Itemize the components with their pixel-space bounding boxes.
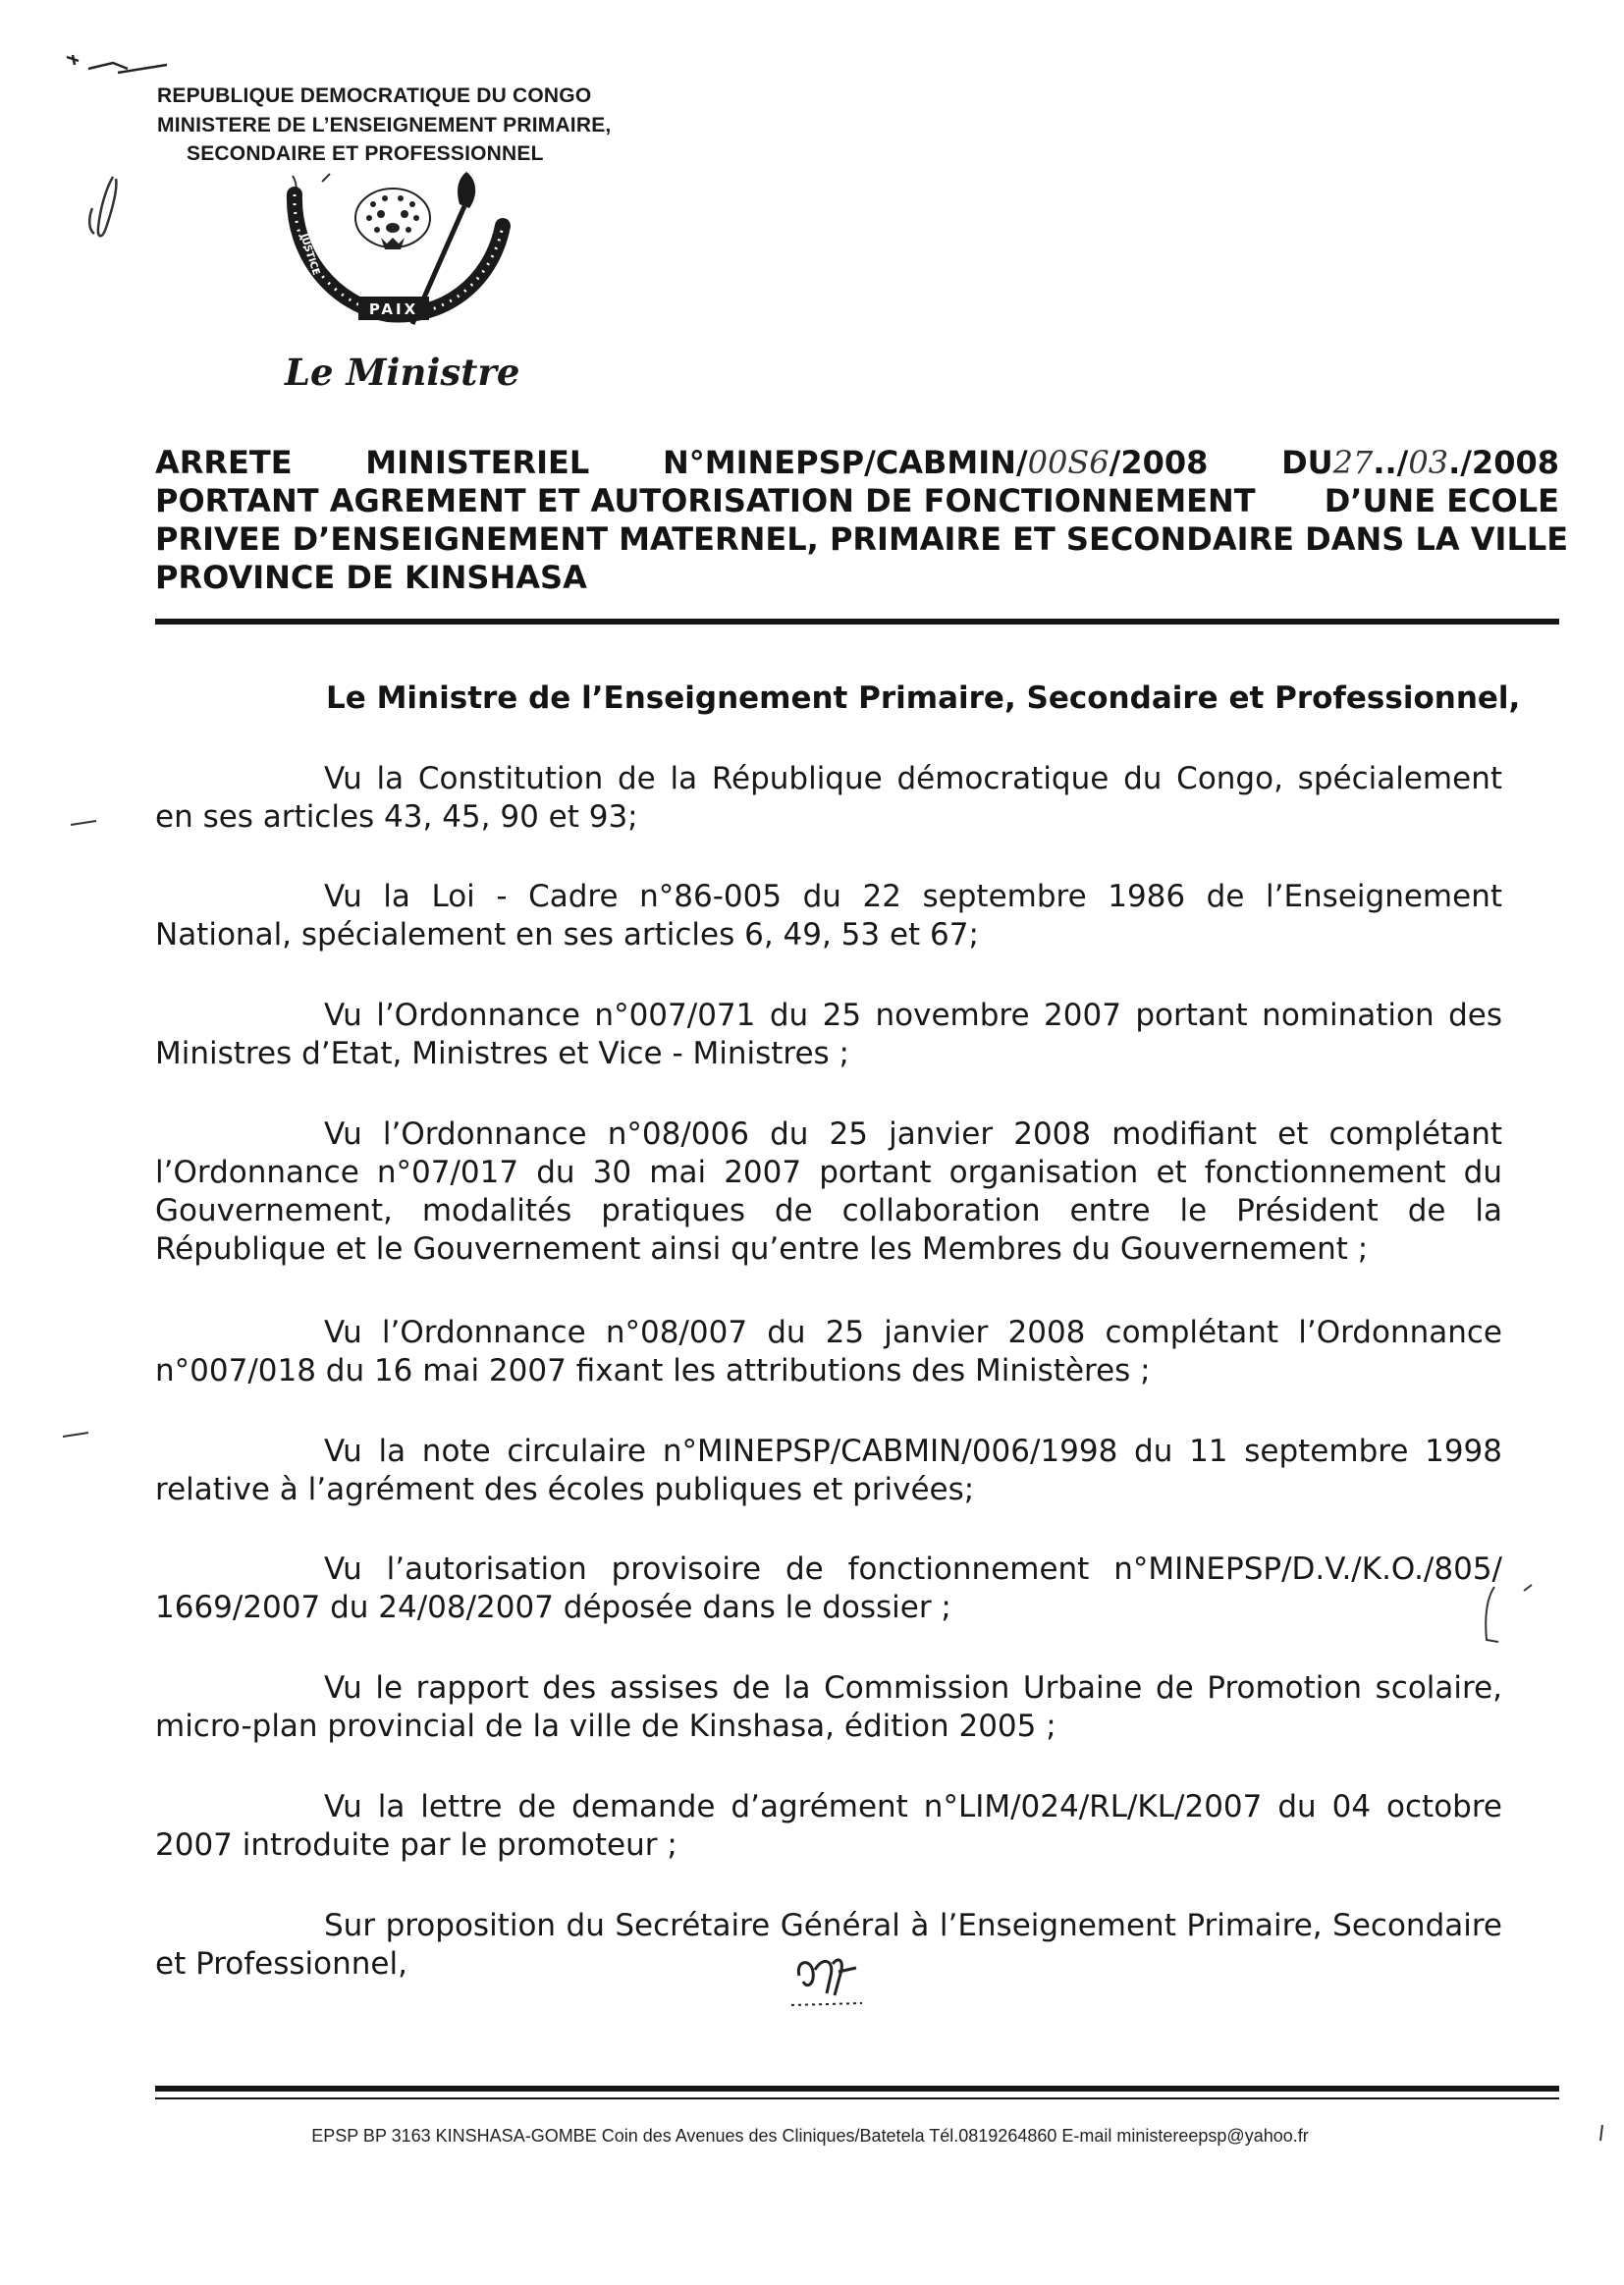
header-ministry-cont: SECONDAIRE ET PROFESSIONNEL (187, 142, 544, 165)
handwritten-signature-icon (785, 1946, 874, 2020)
header-ministry: MINISTERE DE L’ENSEIGNEMENT PRIMAIRE, (157, 114, 612, 136)
title-line-2: PORTANT AGREMENT ET AUTORISATION DE FONCTIONNEMENT D’UNE ECOLE (155, 482, 1559, 519)
margin-tick-icon (59, 1429, 98, 1444)
paragraph-ordonnance-007: Vu l’Ordonnance n°08/007 du 25 janvier 2008 complétant l’Ordonnance n°007/018 du 16 mai 2007 fixant les attributions des Ministères ; (155, 1315, 1502, 1388)
margin-bracket-icon (1473, 1581, 1542, 1650)
header-country: REPUBLIQUE DEMOCRATIQUE DU CONGO (157, 84, 592, 107)
paragraph-proposition: Sur proposition du Secrétaire Général à l’Enseignement Primaire, Secondaire et Professionnel, (155, 1908, 1502, 1982)
handwritten-number: 00S6 (1027, 444, 1110, 481)
paragraph-lettre: Vu la lettre de demande d’agrément n°LIM/024/RL/KL/2007 du 04 octobre 2007 introduite par le promoteur ; (155, 1789, 1502, 1863)
emblem-motto-left: JUSTICE (298, 232, 322, 277)
decree-number: N°MINEPSP/CABMIN/00S6/2008 (662, 444, 1209, 481)
paragraph-loi-cadre: Vu la Loi - Cadre n°86-005 du 22 septembre 1986 de l’Enseignement National, spécialement en ses articles 6, 49, 53 et 67; (155, 879, 1502, 952)
paragraph-ordonnance-071: Vu l’Ordonnance n°007/071 du 25 novembre 2007 portant nomination des Ministres d’Etat, Ministres et Vice - Ministres ; (155, 998, 1502, 1071)
margin-tick-icon (67, 815, 106, 831)
emblem-motto-bottom: PAIX (368, 300, 419, 318)
scan-mark-icon (59, 49, 177, 88)
title-line-3: PRIVEE D’ENSEIGNEMENT MATERNEL, PRIMAIRE ET SECONDAIRE DANS LA VILLE (155, 520, 1569, 558)
handwritten-month: 03 (1408, 444, 1449, 481)
footer-contact: EPSP BP 3163 KINSHASA-GOMBE Coin des Avenues des Cliniques/Batetela Tél.0819264860 E-mail ministereepsp@yahoo.fr (311, 2126, 1309, 2146)
title-line-4: PROVINCE DE KINSHASA (155, 559, 587, 596)
paragraph-ordonnance-006: Vu l’Ordonnance n°08/006 du 25 janvier 2008 modifiant et complétant l’Ordonnance n°07/017 du 30 mai 2007 portant organisation et fonctionnement du Gouvernement, modalités pratiques de collaboration entre le Président de la République et le Gouvernement ainsi qu’entre les Membres du Gouvernement ; (155, 1116, 1502, 1267)
coat-of-arms-emblem (275, 167, 520, 334)
paragraph-rapport: Vu le rapport des assises de la Commission Urbaine de Promotion scolaire, micro-plan provincial de la ville de Kinshasa, édition 2005 ; (155, 1670, 1502, 1744)
signature-title: Le Ministre (285, 351, 520, 394)
handwritten-day: 27 (1332, 444, 1374, 481)
paragraph-constitution: Vu la Constitution de la République démocratique du Congo, spécialement en ses articles 43, 45, 90 et 93; (155, 761, 1502, 835)
footer-divider-thin (155, 2097, 1559, 2099)
footer-divider-thick (155, 2086, 1559, 2092)
title-divider (155, 619, 1559, 625)
decree-date: DU27../03./2008 (1281, 444, 1559, 481)
paragraph-autorisation: Vu l’autorisation provisoire de fonctionnement n°MINEPSP/D.V./K.O./805/ 1669/2007 du 24/08/2007 déposée dans le dossier ; (155, 1551, 1502, 1625)
title-word-ministeriel: MINISTERIEL (365, 444, 590, 481)
handwritten-initial-icon (79, 169, 137, 247)
decree-title (155, 444, 1569, 597)
paragraph-note-circulaire: Vu la note circulaire n°MINEPSP/CABMIN/006/1998 du 11 septembre 1998 relative à l’agrément des écoles publiques et privées; (155, 1434, 1502, 1507)
title-line-1 (155, 444, 1559, 482)
intro-heading: Le Ministre de l’Enseignement Primaire, Secondaire et Professionnel, (326, 680, 1521, 716)
title-word-arrete: ARRETE (155, 444, 293, 481)
margin-tick-icon (1593, 2121, 1612, 2150)
emblem-motto-right: TRAVAIL (462, 209, 491, 256)
